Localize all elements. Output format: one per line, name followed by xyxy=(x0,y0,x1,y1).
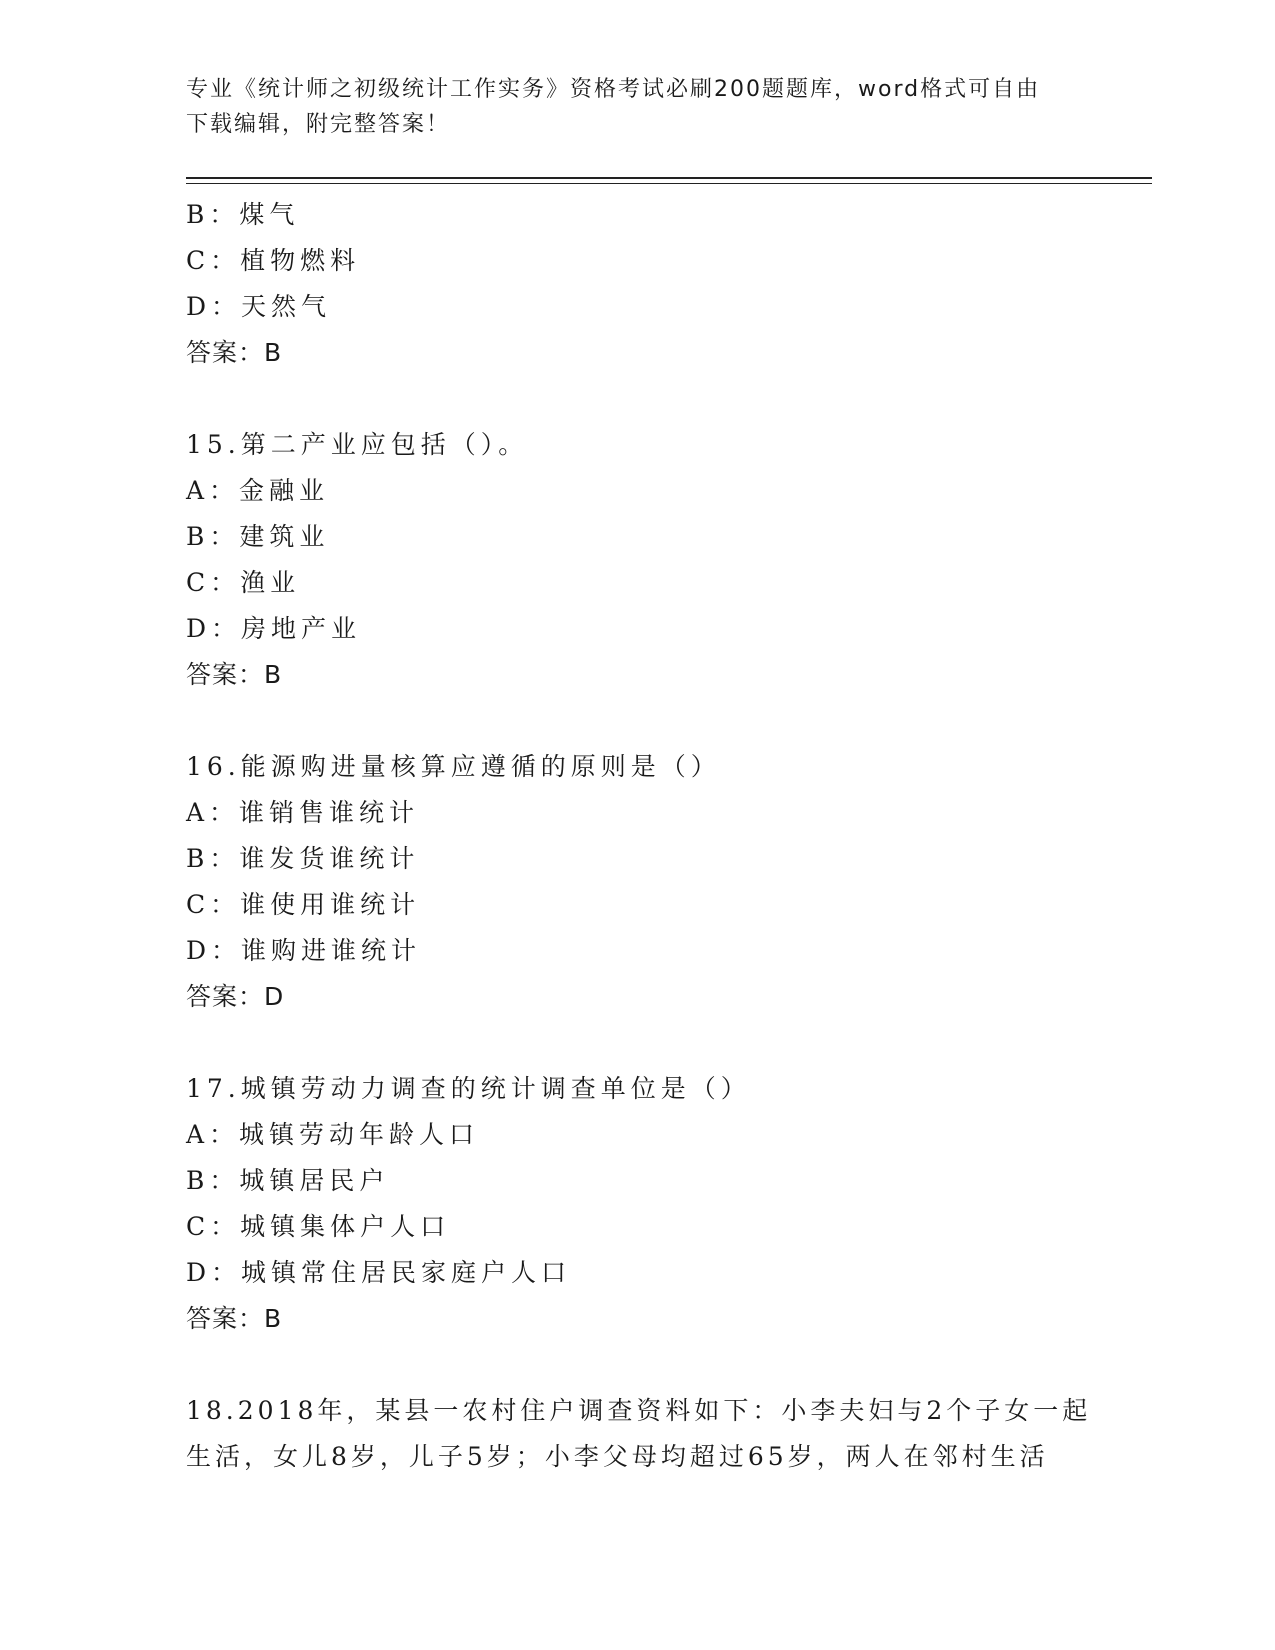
question-block-16 xyxy=(186,744,1136,1020)
spacer xyxy=(186,1020,1136,1066)
header-divider xyxy=(186,177,1152,179)
option-a: A：金融业 xyxy=(186,476,330,505)
option-c: C：渔业 xyxy=(186,568,301,597)
answer: 答案：B xyxy=(186,660,283,689)
question-block-14 xyxy=(186,192,1136,376)
question-block-17 xyxy=(186,1066,1136,1342)
option-d: D：谁购进谁统计 xyxy=(186,936,422,965)
question-stem: 15.第二产业应包括（）。 xyxy=(186,430,529,459)
header-divider-thin xyxy=(186,183,1152,184)
question-block-15 xyxy=(186,422,1136,698)
answer: 答案：B xyxy=(186,1304,283,1333)
option-c: C：植物燃料 xyxy=(186,246,361,275)
spacer xyxy=(186,1342,1136,1388)
option-d: D：天然气 xyxy=(186,292,332,321)
option-d: D：房地产业 xyxy=(186,614,362,643)
option-a: A：谁销售谁统计 xyxy=(186,798,420,827)
header-line-2: 下载编辑，附完整答案！ xyxy=(186,112,451,137)
question-block-18 xyxy=(186,1388,1136,1480)
option-b: B：煤气 xyxy=(186,200,300,229)
option-d: D：城镇常住居民家庭户人口 xyxy=(186,1258,572,1287)
question-stem-line-2: 生活，女儿8岁，儿子5岁；小李父母均超过65岁，两人在邻村生活 xyxy=(186,1442,1049,1471)
option-b: B：建筑业 xyxy=(186,522,330,551)
question-stem-line-1: 18.2018年，某县一农村住户调查资料如下：小李夫妇与2个子女一起 xyxy=(186,1396,1092,1425)
answer: 答案：B xyxy=(186,338,283,367)
question-stem: 16.能源购进量核算应遵循的原则是（） xyxy=(186,752,721,781)
option-b: B：谁发货谁统计 xyxy=(186,844,420,873)
header-line-1: 专业《统计师之初级统计工作实务》资格考试必刷200题题库，word格式可自由 xyxy=(186,77,1041,102)
question-stem: 17.城镇劳动力调查的统计调查单位是（） xyxy=(186,1074,751,1103)
option-a: A：城镇劳动年龄人口 xyxy=(186,1120,480,1149)
page-header xyxy=(186,72,1086,142)
spacer xyxy=(186,698,1136,744)
question-list xyxy=(186,192,1136,1480)
option-c: C：城镇集体户人口 xyxy=(186,1212,451,1241)
option-b: B：城镇居民户 xyxy=(186,1166,390,1195)
answer: 答案：D xyxy=(186,982,285,1011)
option-c: C：谁使用谁统计 xyxy=(186,890,421,919)
spacer xyxy=(186,376,1136,422)
